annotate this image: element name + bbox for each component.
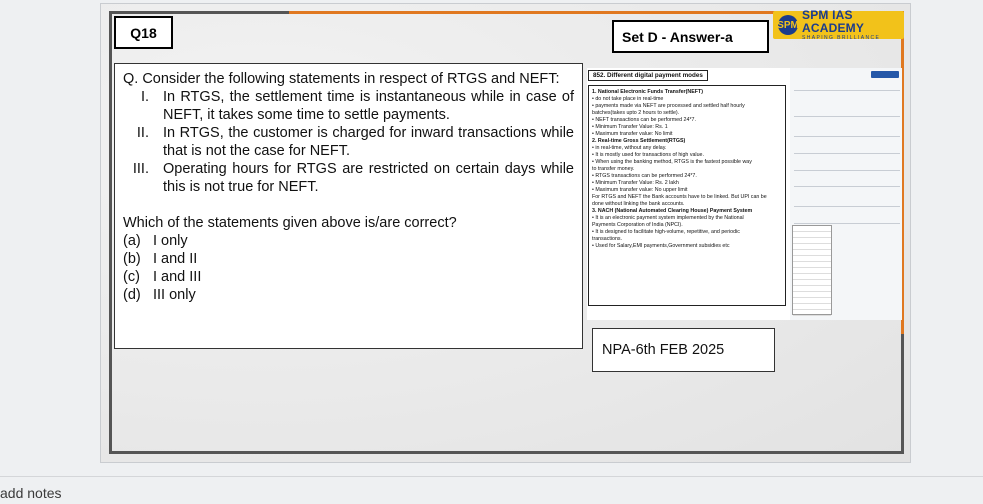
table-rule [794, 186, 900, 187]
logo-tagline: SHAPING BRILLIANCE [802, 35, 881, 41]
statement-text: Operating hours for RTGS are restricted on certain days while this is not true for NEFT. [163, 161, 574, 195]
table-header-badge [871, 71, 899, 78]
table-rule [794, 153, 900, 154]
notes-line: For RTGS and NEFT the Bank accounts have to be linked. But UPI can be [592, 194, 767, 200]
statement-item [123, 160, 574, 196]
statement-number: I. [140, 89, 149, 105]
source-label-box: NPA-6th FEB 2025 [592, 328, 775, 372]
statement-number: II. [136, 125, 149, 141]
option-text: III only [153, 287, 196, 303]
notes-line: done without linking the bank accounts. [592, 201, 685, 207]
table-rule [794, 116, 900, 117]
mini-table [792, 225, 832, 315]
notes-line: • Minimum Transfer Value: Rs. 1 [592, 124, 668, 130]
table-rule [794, 170, 900, 171]
statement-number: III. [132, 161, 149, 177]
notes-line: • It is an electronic payment system implemented by the National [592, 215, 744, 221]
notes-line: • RTGS transactions can be performed 24*7. [592, 173, 697, 179]
notes-line: 2. Real-time Gross Settlement(RTGS) [592, 138, 686, 144]
option-text: I and II [153, 251, 198, 267]
add-notes-field[interactable]: add notes [0, 485, 62, 501]
option-letter: (b) [123, 251, 141, 267]
question-intro: Q. Consider the following statements in respect of RTGS and NEFT: [123, 71, 560, 87]
answer-option [123, 232, 574, 250]
logo-title: SPM IAS ACADEMY [802, 8, 865, 35]
notes-line: batches(takes upto 2 hours to settle). [592, 110, 680, 116]
academy-logo [773, 8, 904, 41]
statement-item [123, 88, 574, 124]
notes-document [587, 68, 787, 318]
statement-text: In RTGS, the settlement time is instantaneous while in case of NEFT, it takes some time to settle payments. [163, 89, 574, 123]
question-panel [114, 63, 583, 349]
payment-comparison-table [790, 68, 902, 320]
option-letter: (a) [123, 233, 141, 249]
notes-line: to transfer money. [592, 166, 635, 172]
notes-line: • Used for Salary,EMI payments,Government subsidies etc [592, 243, 730, 249]
table-rule [794, 136, 900, 137]
table-rule [794, 223, 900, 224]
answer-set-box: Set D - Answer-a [612, 20, 769, 53]
notes-line: Payments Corporation of India (NPCI). [592, 222, 683, 228]
table-rule [794, 90, 900, 91]
notes-line: • It is designed to facilitate high-volume, repetitive, and periodic [592, 229, 740, 235]
notes-line: • NEFT transactions can be performed 24*7. [592, 117, 696, 123]
reference-notes-image [587, 68, 902, 320]
notes-line: 1. National Electronic Funds Transfer(NEFT) [592, 89, 703, 95]
notes-line: • Maximum transfer value: No upper limit [592, 187, 688, 193]
notes-line: • in real-time, without any delay. [592, 145, 667, 151]
notes-line: • Minimum Transfer Value: Rs. 2 lakh [592, 180, 679, 186]
answer-option [123, 268, 574, 286]
notes-line: • payments made via NEFT are processed and settled half hourly [592, 103, 745, 109]
notes-heading: 852. Different digital payment modes [588, 70, 708, 81]
table-rule [794, 206, 900, 207]
notes-line: 3. NACH (National Automated Clearing House) Payment System [592, 208, 753, 214]
option-text: I and III [153, 269, 202, 285]
answer-option [123, 286, 574, 304]
option-text: I only [153, 233, 188, 249]
notes-line: • When using the banking method, RTGS is the fastest possible way [592, 159, 752, 165]
notes-line: • Maximum transfer value: No limit [592, 131, 673, 137]
logo-emblem-icon: SPM [778, 15, 798, 35]
answer-option [123, 250, 574, 268]
notes-line: transactions. [592, 236, 623, 242]
statement-item [123, 124, 574, 160]
option-letter: (d) [123, 287, 141, 303]
option-letter: (c) [123, 269, 140, 285]
statement-text: In RTGS, the customer is charged for inward transactions while that is not the case for NEFT. [163, 125, 574, 159]
question-prompt: Which of the statements given above is/are correct? [123, 215, 457, 231]
question-number-box: Q18 [114, 16, 173, 49]
notes-body [588, 85, 786, 306]
notes-line: • do not take place in real-time [592, 96, 664, 102]
notes-divider [0, 476, 983, 477]
notes-line: • It is mostly used for transactions of high value. [592, 152, 704, 158]
